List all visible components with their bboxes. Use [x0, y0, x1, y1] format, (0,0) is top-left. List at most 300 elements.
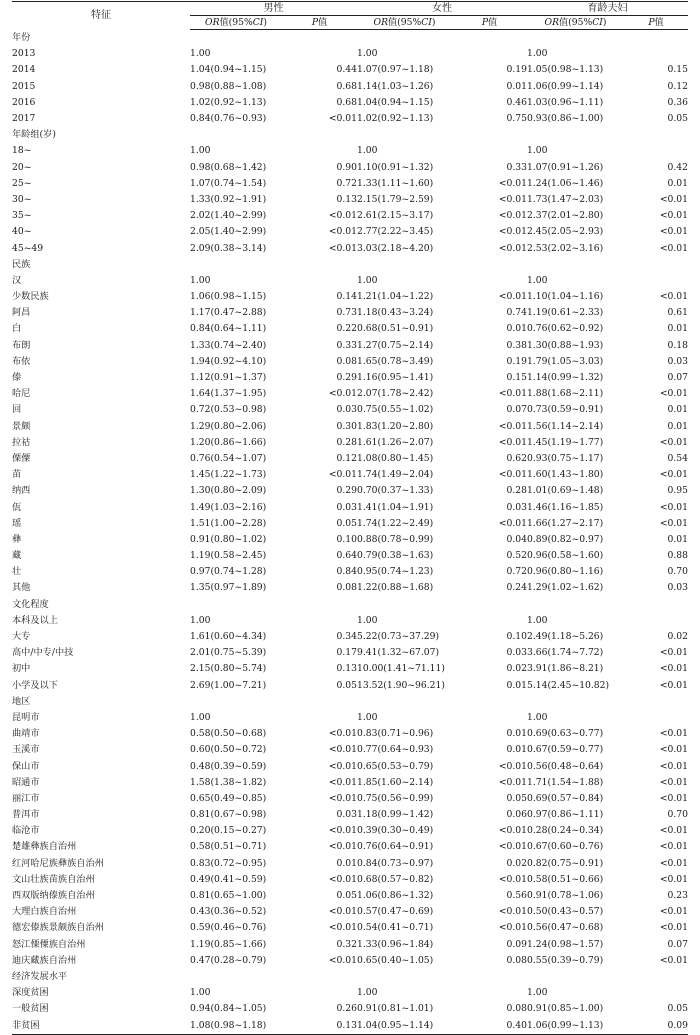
male-or-cell: 1.19(0.85~1.66): [190, 938, 267, 950]
couples-p-cell: 0.70: [667, 809, 688, 821]
male-or-cell: 0.48(0.39~0.59): [190, 760, 267, 772]
couples-p-cell: [624, 273, 688, 289]
female-p-cell: 0.01: [506, 728, 527, 740]
female-or-cell: 1.83(1.20~2.80): [357, 420, 434, 432]
feature-label: 普洱市: [12, 809, 40, 821]
female-or-cell: 1.22(0.88~1.68): [357, 582, 434, 594]
couples-or-cell: [527, 597, 624, 613]
male-p-cell: 0.28: [336, 436, 357, 448]
couples-or-cell: 0.89(0.82~0.97): [527, 533, 604, 545]
male-p-cell: 0.13: [336, 663, 357, 675]
male-p-cell: 0.26: [336, 1003, 357, 1015]
couples-or-cell: 1.29(1.02~1.62): [527, 582, 604, 594]
male-or-cell: 0.60(0.50~0.72): [190, 744, 267, 756]
table-row: [12, 370, 688, 386]
male-p-cell: [282, 143, 357, 159]
male-or-cell: [190, 597, 282, 613]
couples-or-cell: 0.67(0.60~0.76): [527, 841, 604, 853]
feature-label: 瑶: [12, 517, 22, 529]
table-row: [12, 467, 688, 483]
table-row: [12, 338, 688, 354]
male-p-cell: 0.17: [336, 647, 357, 659]
male-or-cell: 1.19(0.58~2.45): [190, 550, 267, 562]
table-row: [12, 62, 688, 78]
category-row: [12, 694, 688, 710]
female-or-cell: 0.79(0.38~1.63): [357, 550, 434, 562]
feature-label: 玉溪市: [12, 744, 40, 756]
female-or-cell: 1.00: [357, 711, 378, 723]
couples-or-cell: 1.46(1.16~1.85): [527, 501, 604, 513]
couples-or-cell: 1.00: [527, 48, 548, 60]
feature-label: 深度贫困: [12, 987, 49, 999]
male-or-cell: 0.59(0.46~0.76): [190, 922, 267, 934]
female-or-cell: 0.70(0.37~1.33): [357, 485, 434, 497]
feature-label: 佤: [12, 501, 22, 513]
couples-or-cell: 0.56(0.47~0.68): [527, 922, 604, 934]
female-or-cell: 9.41(1.32~67.07): [357, 647, 440, 659]
couples-p-cell: <0.01: [659, 744, 688, 756]
female-or-cell: 1.00: [357, 145, 378, 157]
group-header-female: 女性: [357, 2, 527, 16]
couples-or-cell: 1.66(1.27~2.17): [527, 517, 604, 529]
couples-or-cell: 1.19(0.61~2.33): [527, 307, 604, 319]
couples-or-cell: 3.91(1.86~8.21): [527, 663, 604, 675]
group-header-male: 男性: [190, 2, 357, 16]
male-or-cell: 0.47(0.28~0.79): [190, 954, 267, 966]
male-p-cell: 0.29: [336, 372, 357, 384]
female-or-cell: 1.18(0.43~3.24): [357, 307, 434, 319]
female-or-cell: 1.74(1.22~2.49): [357, 517, 434, 529]
couples-or-cell: 1.79(1.05~3.03): [527, 355, 604, 367]
feature-label: 保山市: [12, 760, 40, 772]
feature-label: 35~: [12, 210, 32, 222]
couples-or-cell: 0.96(0.58~1.60): [527, 550, 604, 562]
category-row: [12, 597, 688, 613]
male-p-cell: [282, 710, 357, 726]
female-p-cell: [452, 30, 527, 47]
female-p-cell: 0.01: [506, 80, 527, 92]
table-row: [12, 386, 688, 402]
female-p-cell: 0.24: [506, 582, 527, 594]
table-row: [12, 775, 688, 791]
table-body: [12, 30, 688, 1035]
table-row: [12, 532, 688, 548]
male-p-cell: <0.01: [328, 226, 357, 238]
feature-label: 景颇: [12, 420, 31, 432]
couples-p-cell: <0.01: [659, 760, 688, 772]
female-p-cell: 0.19: [506, 355, 527, 367]
female-or-cell: 0.95(0.74~1.23): [357, 566, 434, 578]
male-or-cell: 2.02(1.40~2.99): [190, 210, 267, 222]
table-row: [12, 402, 688, 418]
feature-label: 初中: [12, 663, 31, 675]
couples-p-cell: <0.01: [659, 906, 688, 918]
male-or-cell: 1.00: [190, 614, 211, 626]
female-or-cell: 0.91(0.81~1.01): [357, 1003, 434, 1015]
female-p-cell: <0.01: [498, 825, 527, 837]
table-row: [12, 710, 688, 726]
male-p-cell: <0.01: [328, 873, 357, 885]
couples-p-cell: <0.01: [659, 954, 688, 966]
male-or-cell: 1.94(0.92~4.10): [190, 355, 267, 367]
table-row: [12, 483, 688, 499]
male-p-cell: 0.05: [336, 679, 357, 691]
female-or-cell: 1.08(0.80~1.45): [357, 452, 434, 464]
table-row: [12, 354, 688, 370]
couples-p-cell: 0.01: [667, 533, 688, 545]
couples-p-cell: <0.01: [659, 728, 688, 740]
female-or-cell: 5.22(0.73~37.29): [357, 631, 440, 643]
couples-or-cell: 1.01(0.69~1.48): [527, 485, 604, 497]
category-label: 地区: [12, 695, 31, 707]
female-p-cell: 0.33: [506, 161, 527, 173]
male-or-cell: 0.49(0.41~0.59): [190, 873, 267, 885]
table-row: [12, 920, 688, 936]
couples-p-cell: <0.01: [659, 679, 688, 691]
female-p-cell: 0.15: [506, 372, 527, 384]
male-p-cell: <0.01: [328, 760, 357, 772]
feature-label: 2017: [12, 113, 36, 125]
couples-or-cell: 1.14(0.99~1.32): [527, 372, 604, 384]
couples-or-cell: 1.24(0.98~1.57): [527, 938, 604, 950]
female-or-cell: 1.06(0.86~1.32): [357, 890, 434, 902]
male-or-cell: 1.58(1.38~1.82): [190, 776, 267, 788]
couples-p-cell: <0.01: [659, 501, 688, 513]
table-row: [12, 111, 688, 127]
couples-p-cell: 0.07: [667, 938, 688, 950]
couples-p-cell: <0.01: [659, 922, 688, 934]
category-row: [12, 30, 688, 47]
male-p-cell: [282, 273, 357, 289]
male-or-cell: 1.00: [190, 145, 211, 157]
female-p-cell: [452, 985, 527, 1001]
feature-label: 文山壮族苗族自治州: [12, 873, 95, 885]
couples-or-cell: [527, 969, 624, 985]
male-or-cell: 0.81(0.67~0.98): [190, 809, 267, 821]
male-or-cell: 1.35(0.97~1.89): [190, 582, 267, 594]
male-p-cell: <0.01: [328, 744, 357, 756]
female-p-cell: [452, 613, 527, 629]
couples-p-cell: [624, 30, 688, 47]
couples-or-cell: 0.67(0.59~0.77): [527, 744, 604, 756]
male-p-cell: 0.03: [336, 404, 357, 416]
male-or-cell: 0.84(0.64~1.11): [190, 323, 267, 335]
couples-p-cell: [624, 969, 688, 985]
couples-p-cell: 0.61: [667, 307, 688, 319]
female-p-cell: 0.03: [506, 501, 527, 513]
couples-or-cell: [527, 127, 624, 143]
male-p-cell: <0.01: [328, 242, 357, 254]
feature-label: 2013: [12, 48, 36, 60]
female-p-cell: <0.01: [498, 226, 527, 238]
male-or-cell: 1.20(0.86~1.66): [190, 436, 267, 448]
couples-p-cell: <0.01: [659, 210, 688, 222]
couples-or-cell: 1.30(0.88~1.93): [527, 339, 604, 351]
female-p-cell: <0.01: [498, 193, 527, 205]
male-p-cell: 0.30: [336, 420, 357, 432]
female-p-cell: 0.08: [506, 954, 527, 966]
female-or-cell: 1.10(0.91~1.32): [357, 161, 434, 173]
feature-label: 2014: [12, 64, 36, 76]
male-or-cell: 0.58(0.51~0.71): [190, 841, 267, 853]
male-or-cell: 0.58(0.50~0.68): [190, 728, 267, 740]
couples-or-cell: 1.60(1.43~1.80): [527, 469, 604, 481]
couples-p-cell: 0.70: [667, 566, 688, 578]
male-p-cell: 0.05: [336, 517, 357, 529]
female-or-cell: 0.65(0.53~0.79): [357, 760, 434, 772]
couples-or-cell: 0.82(0.75~0.91): [527, 857, 604, 869]
female-or-cell: 1.16(0.95~1.41): [357, 372, 434, 384]
female-or-cell: 0.84(0.73~0.97): [357, 857, 434, 869]
female-or-cell: 2.61(2.15~3.17): [357, 210, 434, 222]
male-or-cell: 1.17(0.47~2.88): [190, 307, 267, 319]
couples-or-cell: 1.71(1.54~1.88): [527, 776, 604, 788]
feature-label: 楚雄彝族自治州: [12, 841, 77, 853]
couples-p-cell: [624, 597, 688, 613]
female-p-cell: 0.09: [506, 938, 527, 950]
couples-or-cell: 0.96(0.80~1.16): [527, 566, 604, 578]
male-p-cell: [282, 985, 357, 1001]
p-value-header: P值: [624, 16, 688, 30]
couples-or-cell: 1.00: [527, 614, 548, 626]
female-p-cell: <0.01: [498, 873, 527, 885]
couples-or-cell: 2.45(2.05~2.93): [527, 226, 604, 238]
female-p-cell: 0.62: [506, 452, 527, 464]
male-or-cell: 1.12(0.91~1.37): [190, 372, 267, 384]
male-or-cell: 2.09(0.38~3.14): [190, 242, 267, 254]
couples-p-cell: 0.01: [667, 404, 688, 416]
couples-p-cell: <0.01: [659, 436, 688, 448]
table-row: [12, 289, 688, 305]
female-or-cell: 1.07(0.97~1.18): [357, 64, 434, 76]
female-or-cell: 1.65(0.78~3.49): [357, 355, 434, 367]
male-p-cell: 0.68: [336, 80, 357, 92]
female-or-cell: 1.74(1.49~2.04): [357, 469, 434, 481]
feature-label: 18~: [12, 145, 32, 157]
male-p-cell: <0.01: [328, 825, 357, 837]
female-or-cell: 13.52(1.90~96.21): [357, 679, 445, 691]
couples-p-cell: <0.01: [659, 517, 688, 529]
couples-p-cell: 0.02: [667, 631, 688, 643]
female-or-cell: 1.00: [357, 987, 378, 999]
category-row: [12, 127, 688, 143]
category-label: 文化程度: [12, 598, 49, 610]
couples-p-cell: 0.18: [667, 339, 688, 351]
female-or-cell: 1.14(1.03~1.26): [357, 80, 434, 92]
female-or-cell: 1.02(0.92~1.13): [357, 113, 434, 125]
male-p-cell: <0.01: [328, 922, 357, 934]
feature-label: 苗: [12, 469, 22, 481]
couples-or-cell: 0.69(0.63~0.77): [527, 728, 604, 740]
couples-p-cell: [624, 710, 688, 726]
male-p-cell: 0.34: [336, 631, 357, 643]
couples-or-cell: 1.07(0.91~1.26): [527, 161, 604, 173]
feature-label: 2015: [12, 80, 36, 92]
couples-or-cell: 3.66(1.74~7.72): [527, 647, 604, 659]
female-p-cell: <0.01: [498, 469, 527, 481]
female-p-cell: 0.19: [506, 64, 527, 76]
female-p-cell: [452, 710, 527, 726]
feature-label: 阿昌: [12, 307, 31, 319]
table-row: [12, 1001, 688, 1017]
couples-p-cell: <0.01: [659, 873, 688, 885]
table-row: [12, 629, 688, 645]
female-or-cell: 1.18(0.99~1.42): [357, 809, 434, 821]
feature-label: 40~: [12, 226, 32, 238]
male-p-cell: 0.64: [336, 550, 357, 562]
table-row: [12, 143, 688, 159]
couples-p-cell: 0.12: [667, 80, 688, 92]
couples-or-cell: 1.06(0.99~1.13): [527, 1017, 624, 1034]
couples-p-cell: 0.01: [667, 177, 688, 189]
feature-label: 德宏傣族景颇族自治州: [12, 922, 104, 934]
female-p-cell: <0.01: [498, 517, 527, 529]
male-or-cell: 1.04(0.94~1.15): [190, 64, 267, 76]
male-or-cell: 0.20(0.15~0.27): [190, 825, 267, 837]
male-p-cell: <0.01: [328, 728, 357, 740]
couples-p-cell: [624, 143, 688, 159]
male-or-cell: 1.33(0.92~1.91): [190, 193, 267, 205]
couples-or-cell: 0.73(0.59~0.91): [527, 404, 604, 416]
male-p-cell: 0.03: [336, 501, 357, 513]
feature-label: 2016: [12, 96, 36, 108]
female-p-cell: <0.01: [498, 210, 527, 222]
male-or-cell: 1.07(0.74~1.54): [190, 177, 267, 189]
male-or-cell: 0.72(0.53~0.98): [190, 404, 267, 416]
couples-p-cell: <0.01: [659, 792, 688, 804]
couples-or-cell: 0.97(0.86~1.11): [527, 809, 604, 821]
female-p-cell: 0.08: [506, 1003, 527, 1015]
feature-label: 大专: [12, 631, 31, 643]
female-p-cell: <0.01: [498, 177, 527, 189]
male-p-cell: [282, 613, 357, 629]
male-or-cell: 1.08(0.98~1.18): [190, 1017, 282, 1034]
group-header-couples: 育龄夫妇: [527, 2, 688, 16]
couples-p-cell: <0.01: [659, 825, 688, 837]
couples-or-cell: 1.00: [527, 987, 548, 999]
female-or-cell: 0.68(0.51~0.91): [357, 323, 434, 335]
feature-label: 迪庆藏族自治州: [12, 954, 77, 966]
table-row: [12, 613, 688, 629]
female-p-cell: 0.01: [506, 323, 527, 335]
couples-or-cell: 1.88(1.68~2.11): [527, 388, 604, 400]
table-row: [12, 516, 688, 532]
male-or-cell: 0.84(0.76~0.93): [190, 113, 267, 125]
table-row: [12, 160, 688, 176]
table-row: [12, 888, 688, 904]
male-or-cell: [190, 969, 282, 985]
male-or-cell: 2.05(1.40~2.99): [190, 226, 267, 238]
couples-or-cell: 0.58(0.51~0.66): [527, 873, 604, 885]
female-or-cell: 1.04(0.94~1.15): [357, 96, 434, 108]
couples-p-cell: <0.01: [659, 469, 688, 481]
table-row: [12, 240, 688, 256]
male-p-cell: 0.90: [336, 161, 357, 173]
table-row: [12, 451, 688, 467]
female-or-cell: 1.27(0.75~2.14): [357, 339, 434, 351]
couples-p-cell: 0.05: [667, 1003, 688, 1015]
table-row: [12, 305, 688, 321]
couples-or-cell: 2.49(1.18~5.26): [527, 631, 604, 643]
female-p-cell: <0.01: [498, 420, 527, 432]
couples-p-cell: <0.01: [659, 291, 688, 303]
couples-or-cell: [527, 694, 624, 710]
female-or-cell: 1.00: [357, 274, 378, 286]
male-or-cell: [190, 694, 282, 710]
female-or-cell: 1.04(0.95~1.14): [357, 1017, 452, 1034]
male-or-cell: 1.64(1.37~1.95): [190, 388, 267, 400]
couples-p-cell: 0.95: [667, 485, 688, 497]
table-row: [12, 580, 688, 596]
feature-column-header: 特征: [91, 10, 111, 22]
female-or-cell: [357, 969, 452, 985]
table-row: [12, 953, 688, 969]
male-p-cell: [282, 127, 357, 143]
table-row: [12, 872, 688, 888]
couples-p-cell: [624, 613, 688, 629]
male-or-cell: 0.81(0.65~1.00): [190, 890, 267, 902]
feature-label: 傣: [12, 372, 22, 384]
female-p-cell: 0.52: [506, 550, 527, 562]
female-p-cell: <0.01: [498, 841, 527, 853]
couples-or-cell: 1.24(1.06~1.46): [527, 177, 604, 189]
female-or-cell: 1.00: [357, 614, 378, 626]
male-p-cell: <0.01: [328, 210, 357, 222]
feature-label: 高中/中专/中技: [12, 647, 74, 659]
couples-or-cell: 2.37(2.01~2.80): [527, 210, 604, 222]
male-p-cell: 0.13: [282, 1017, 357, 1034]
couples-p-cell: <0.01: [659, 647, 688, 659]
male-p-cell: <0.01: [328, 388, 357, 400]
male-p-cell: 0.14: [336, 291, 357, 303]
female-p-cell: <0.01: [498, 906, 527, 918]
female-p-cell: <0.01: [498, 242, 527, 254]
female-p-cell: [452, 143, 527, 159]
male-or-cell: 1.06(0.98~1.15): [190, 291, 267, 303]
table-row: [12, 1017, 688, 1034]
female-or-cell: 1.21(1.04~1.22): [357, 291, 434, 303]
couples-or-cell: 1.56(1.14~2.14): [527, 420, 604, 432]
male-p-cell: 0.22: [336, 323, 357, 335]
male-p-cell: 0.13: [336, 193, 357, 205]
male-or-cell: [190, 127, 282, 143]
female-p-cell: [452, 969, 527, 985]
female-or-cell: 1.33(1.11~1.60): [357, 177, 434, 189]
couples-p-cell: <0.01: [659, 193, 688, 205]
male-or-cell: 1.61(0.60~4.34): [190, 631, 267, 643]
table-row: [12, 564, 688, 580]
table-row: [12, 839, 688, 855]
couples-or-cell: 1.10(1.04~1.16): [527, 291, 604, 303]
female-p-cell: 0.05: [506, 792, 527, 804]
or-ci-header: OR值(95%CI): [190, 16, 282, 30]
female-or-cell: [357, 257, 452, 273]
couples-p-cell: 0.54: [667, 452, 688, 464]
male-or-cell: 0.76(0.54~1.07): [190, 452, 267, 464]
feature-label: 临沧市: [12, 825, 40, 837]
female-or-cell: 1.41(1.04~1.91): [357, 501, 434, 513]
table-row: [12, 758, 688, 774]
male-p-cell: 0.01: [336, 857, 357, 869]
feature-label: 纳西: [12, 485, 31, 497]
male-or-cell: 0.91(0.80~1.02): [190, 533, 267, 545]
male-or-cell: 1.33(0.74~2.40): [190, 339, 267, 351]
couples-or-cell: 1.45(1.19~1.77): [527, 436, 604, 448]
female-p-cell: 0.01: [506, 744, 527, 756]
male-or-cell: 1.00: [190, 711, 211, 723]
couples-p-cell: <0.01: [659, 857, 688, 869]
male-or-cell: 1.49(1.03~2.16): [190, 501, 267, 513]
